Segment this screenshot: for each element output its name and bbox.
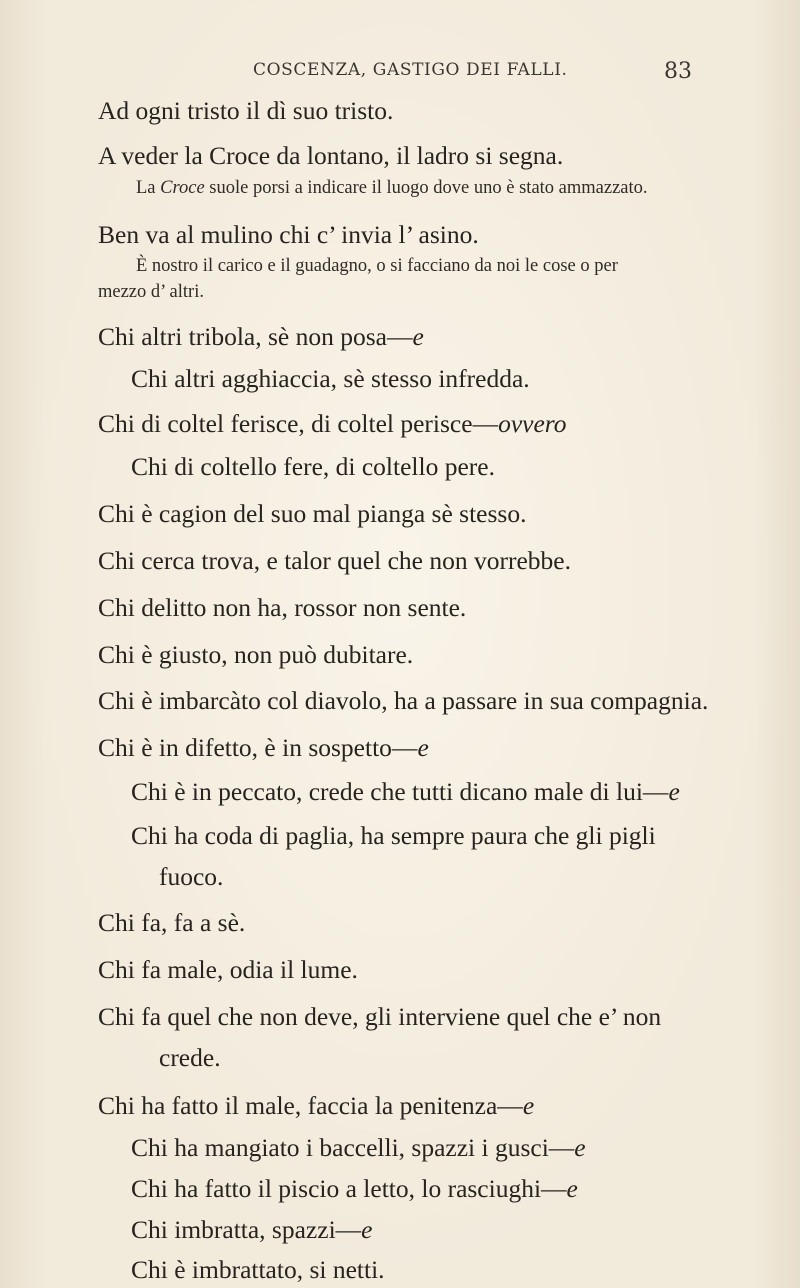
proverb-line: Chi altri tribola, sè non posa—e: [98, 322, 424, 351]
proverb-line: Chi fa, fa a sè.: [98, 908, 246, 937]
proverb-line: crede.: [159, 1043, 221, 1072]
proverb-line: A veder la Croce da lontano, il ladro si segna.: [98, 141, 564, 170]
emphasis: e: [574, 1133, 586, 1162]
proverb-line: Chi di coltel ferisce, di coltel perisce—ovvero: [98, 409, 567, 438]
proverb-line: Chi imbratta, spazzi—e: [131, 1215, 373, 1244]
page-number: 83: [664, 59, 692, 84]
proverb-line: Chi è imbarcàto col diavolo, ha a passare in sua compagnia.: [98, 686, 709, 715]
proverb-note: È nostro il carico e il guadagno, o si facciano da noi le cose o per: [136, 256, 618, 276]
proverb-line: Chi è cagion del suo mal pianga sè stesso.: [98, 499, 527, 528]
emphasis: e: [417, 733, 429, 762]
proverb-line: Chi fa male, odia il lume.: [98, 955, 358, 984]
proverb-line: Chi altri agghiaccia, sè stesso infredda.: [131, 364, 530, 393]
emphasis: e: [361, 1215, 373, 1244]
emphasis: Croce: [160, 178, 205, 198]
proverb-line: Chi ha fatto il piscio a letto, lo rasciughi—e: [131, 1174, 578, 1203]
proverb-line: Chi cerca trova, e talor quel che non vorrebbe.: [98, 546, 571, 575]
proverb-line: fuoco.: [159, 862, 224, 891]
proverb-line: Ad ogni tristo il dì suo tristo.: [98, 96, 394, 125]
proverb-note: mezzo d’ altri.: [98, 282, 204, 302]
emphasis: e: [566, 1174, 578, 1203]
proverb-line: Chi è in difetto, è in sospetto—e: [98, 733, 429, 762]
proverb-note: La Croce suole porsi a indicare il luogo dove uno è stato ammazzato.: [136, 178, 648, 198]
proverb-line: Chi ha fatto il male, faccia la penitenza—e: [98, 1091, 535, 1120]
emphasis: e: [522, 1091, 535, 1120]
running-header: COSCENZA, GASTIGO DEI FALLI.: [253, 60, 568, 80]
proverb-line: Ben va al mulino chi c’ invia l’ asino.: [98, 220, 479, 249]
proverb-line: Chi delitto non ha, rossor non sente.: [98, 593, 467, 622]
proverb-line: Chi è imbrattato, si netti.: [131, 1255, 385, 1284]
emphasis: e: [668, 777, 680, 806]
proverb-line: Chi ha coda di paglia, ha sempre paura che gli pigli: [131, 821, 656, 850]
proverb-line: Chi di coltello fere, di coltello pere.: [131, 452, 495, 481]
proverb-line: Chi fa quel che non deve, gli interviene quel che e’ non: [98, 1002, 662, 1031]
proverb-line: Chi è giusto, non può dubitare.: [98, 640, 414, 669]
emphasis: e: [412, 322, 424, 351]
emphasis: ovvero: [498, 409, 567, 438]
proverb-line: Chi ha mangiato i baccelli, spazzi i gusci—e: [131, 1133, 586, 1162]
proverb-line: Chi è in peccato, crede che tutti dicano male di lui—e: [131, 777, 680, 806]
